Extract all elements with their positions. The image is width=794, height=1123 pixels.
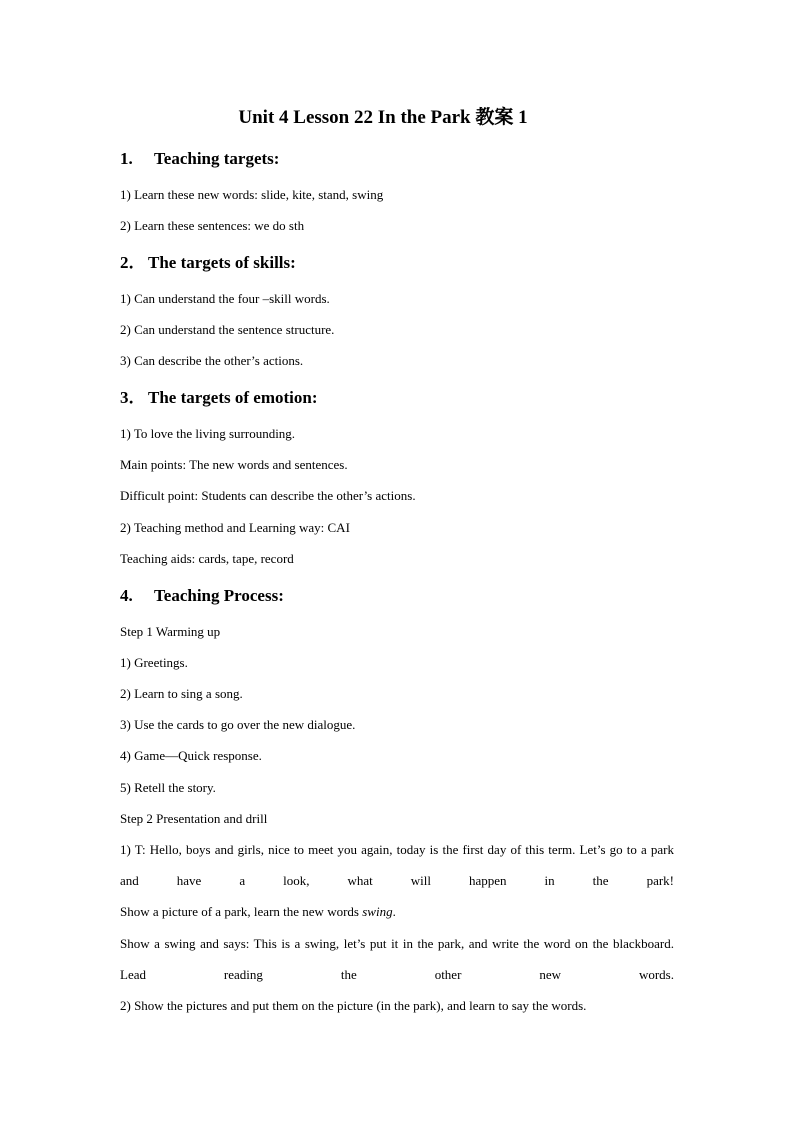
- paragraph: 1) Greetings.: [120, 655, 188, 670]
- section-heading-targets-of-emotion: [120, 387, 318, 409]
- document-title: Unit 4 Lesson 22 In the Park 教案 1: [238, 107, 528, 128]
- paragraph: 1) Learn these new words: slide, kite, stand, swing: [120, 187, 384, 202]
- section-title: Teaching targets:: [154, 149, 280, 168]
- section-number: 3．: [120, 388, 146, 407]
- paragraph: Teaching aids: cards, tape, record: [120, 551, 294, 566]
- paragraph: Difficult point: Students can describe the other’s actions.: [120, 488, 416, 503]
- text-run: Show a picture of a park, learn the new words: [120, 904, 363, 919]
- paragraph: 5) Retell the story.: [120, 780, 216, 795]
- paragraph: 2) Teaching method and Learning way: CAI: [120, 520, 350, 535]
- paragraph: 2) Learn these sentences: we do sth: [120, 218, 305, 233]
- section-number: 2．: [120, 253, 146, 272]
- section-title: The targets of emotion:: [148, 388, 318, 407]
- paragraph: Main points: The new words and sentences.: [120, 457, 348, 472]
- emphasized-word: swing: [362, 904, 393, 919]
- section-number: 4.: [120, 586, 133, 605]
- section-title: The targets of skills:: [148, 253, 296, 272]
- paragraph: 1) Can understand the four –skill words.: [120, 291, 330, 306]
- paragraph: 3) Use the cards to go over the new dialogue.: [120, 717, 356, 732]
- paragraph: [120, 903, 396, 921]
- section-heading-teaching-process: [120, 585, 284, 607]
- section-heading-teaching-targets: [120, 148, 279, 170]
- text-run: .: [392, 904, 396, 919]
- paragraph: Step 2 Presentation and drill: [120, 811, 268, 826]
- section-title: Teaching Process:: [154, 586, 284, 605]
- paragraph: 3) Can describe the other’s actions.: [120, 353, 304, 368]
- paragraph: 2) Learn to sing a song.: [120, 686, 243, 701]
- paragraph: Show a swing and says: This is a swing, let’s put it in the park, and write the word on the blackboard. Lead reading the other new words.: [120, 936, 674, 982]
- paragraph: 4) Game—Quick response.: [120, 748, 262, 763]
- paragraph: 1) T: Hello, boys and girls, nice to meet you again, today is the first day of this term. Let’s go to a park and have a look, what will happen in the park!: [120, 842, 674, 888]
- paragraph: 1) To love the living surrounding.: [120, 426, 296, 441]
- paragraph: Step 1 Warming up: [120, 624, 221, 639]
- section-heading-targets-of-skills: [120, 252, 296, 274]
- paragraph: 2) Can understand the sentence structure.: [120, 322, 335, 337]
- section-number: 1.: [120, 149, 133, 168]
- paragraph: 2) Show the pictures and put them on the picture (in the park), and learn to say the words.: [120, 998, 587, 1013]
